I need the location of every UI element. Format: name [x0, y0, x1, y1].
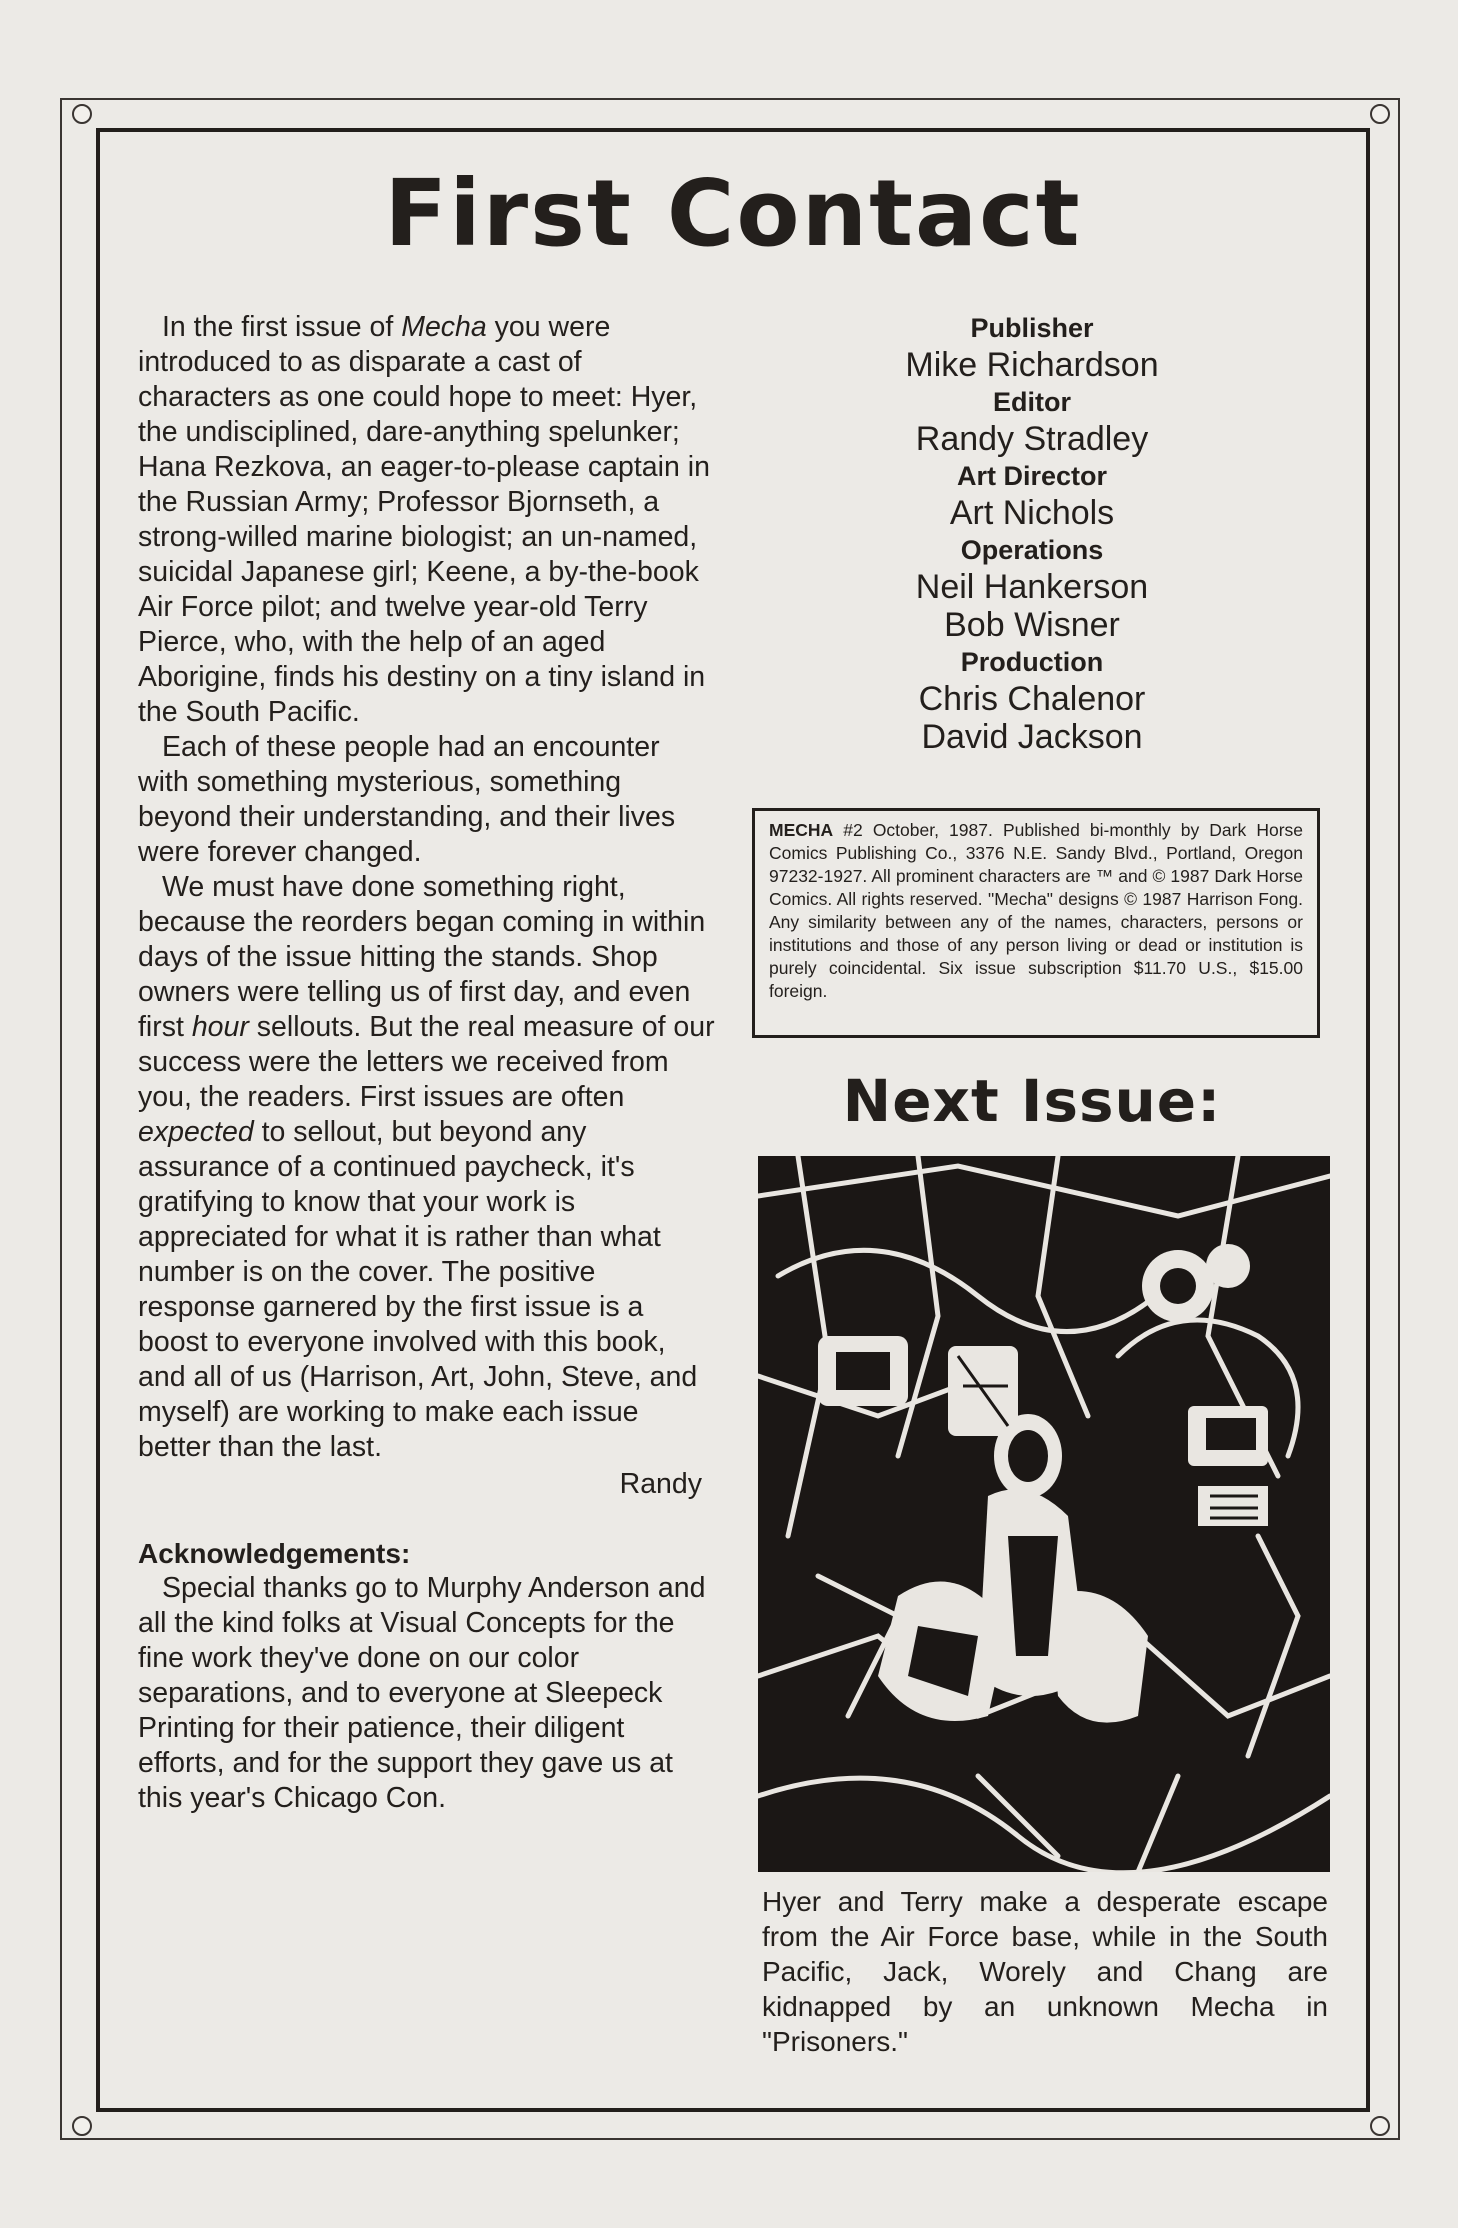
acknowledgements-text: Special thanks go to Murphy Anderson and all the kind folks at Visual Concepts for the fine work they've done on our color separations, and to everyone at Sleepeck Printing for their patience, their diligent efforts, and for the support they gave us at this year's Chicago Con. [138, 1572, 706, 1814]
editorial-paragraph-3 [138, 870, 718, 1465]
editorial-paragraph-1 [138, 310, 718, 730]
publication-indicia [752, 808, 1320, 1038]
editorial-text: In the first issue of [162, 311, 402, 343]
credit-name-production-2: David Jackson [921, 718, 1143, 756]
emphasis-italic: expected [138, 1116, 254, 1148]
corner-circle-bottom-left [72, 2116, 92, 2136]
emphasis-italic: hour [191, 1011, 249, 1043]
credit-name-editor: Randy Stradley [915, 420, 1149, 458]
credit-name-operations-2: Bob Wisner [944, 606, 1120, 644]
corner-circle-top-right [1370, 104, 1390, 124]
credit-role-operations: Operations [960, 535, 1104, 565]
credit-name-production-1: Chris Chalenor [918, 680, 1146, 718]
mecha-artwork [758, 1156, 1330, 1872]
page-title: First Contact [384, 160, 1082, 267]
editorial-column [138, 310, 718, 1816]
editorial-text: We must have done something right, because the reorders began coming in within days of the issue hitting the stands. Shop owners were telling us of first day, and even first [138, 871, 706, 1043]
corner-circle-top-left [72, 104, 92, 124]
editorial-text: you were introduced to as disparate a cast of characters as one could hope to meet: Hyer, the undisciplined, dare-anything spelunker; Hana Rezkova, an eager-to-please captain in the Russian Army; Professor Bjornseth, a strong-willed marine biologist; an un-named, suicidal Japanese girl; Keene, a by-the-book Air Force pilot; and twelve year-old Terry Pierce, who, with the help of an aged Aborigine, finds his destiny on a tiny island in the South Pacific. [138, 311, 710, 728]
indicia-text: #2 October, 1987. Published bi-monthly by Dark Horse Comics Publishing Co., 3376 N.E. Sandy Blvd., Portland, Oregon 97232-1927. All prominent characters are ™ and © 1987 Dark Horse Comics. All rights reserved. "Mecha" designs © 1987 Harrison Fong. Any similarity between any of the names, characters, persons or institutions and those of any person living or dead or institution is purely coincidental. Six issue subscription $11.70 U.S., $15.00 foreign. [769, 820, 1303, 1001]
next-issue-heading: Next Issue: [842, 1067, 1222, 1135]
credit-role-production: Production [960, 647, 1104, 677]
editorial-paragraph-2: Each of these people had an encounter with something mysterious, something beyond their understanding, and their lives were forever changed. [138, 731, 676, 868]
credit-name-operations-1: Neil Hankerson [915, 568, 1149, 606]
mecha-title-italic: Mecha [401, 311, 487, 343]
editorial-text: sellouts. But the real measure of our success were the letters we received from you, the readers. First issues are often [138, 1011, 715, 1113]
corner-circle-bottom-right [1370, 2116, 1390, 2136]
next-issue-illustration [758, 1156, 1330, 1872]
next-issue-caption: Hyer and Terry make a desperate escape from the Air Force base, while in the South Pacific, Jack, Worely and Chang are kidnapped by an unknown Mecha in "Prisoners." [762, 1886, 1328, 2057]
credit-role-editor: Editor [993, 387, 1071, 417]
staff-credits [752, 310, 1312, 756]
acknowledgements-heading: Acknowledgements: [138, 1538, 411, 1569]
credit-role-art-director: Art Director [956, 461, 1108, 491]
credit-name-art-director: Art Nichols [949, 494, 1115, 532]
credit-role-publisher: Publisher [970, 313, 1094, 343]
editorial-signature: Randy [619, 1468, 702, 1500]
editorial-text: to sellout, but beyond any assurance of a continued paycheck, it's gratifying to know that your work is appreciated for what it is rather than what number is on the cover. The positive response garnered by the first issue is a boost to everyone involved with this book, and all of us (Harrison, Art, John, Steve, and myself) are working to make each issue better than the last. [138, 1116, 698, 1463]
credit-name-publisher: Mike Richardson [905, 346, 1159, 384]
indicia-title: MECHA [769, 820, 834, 840]
